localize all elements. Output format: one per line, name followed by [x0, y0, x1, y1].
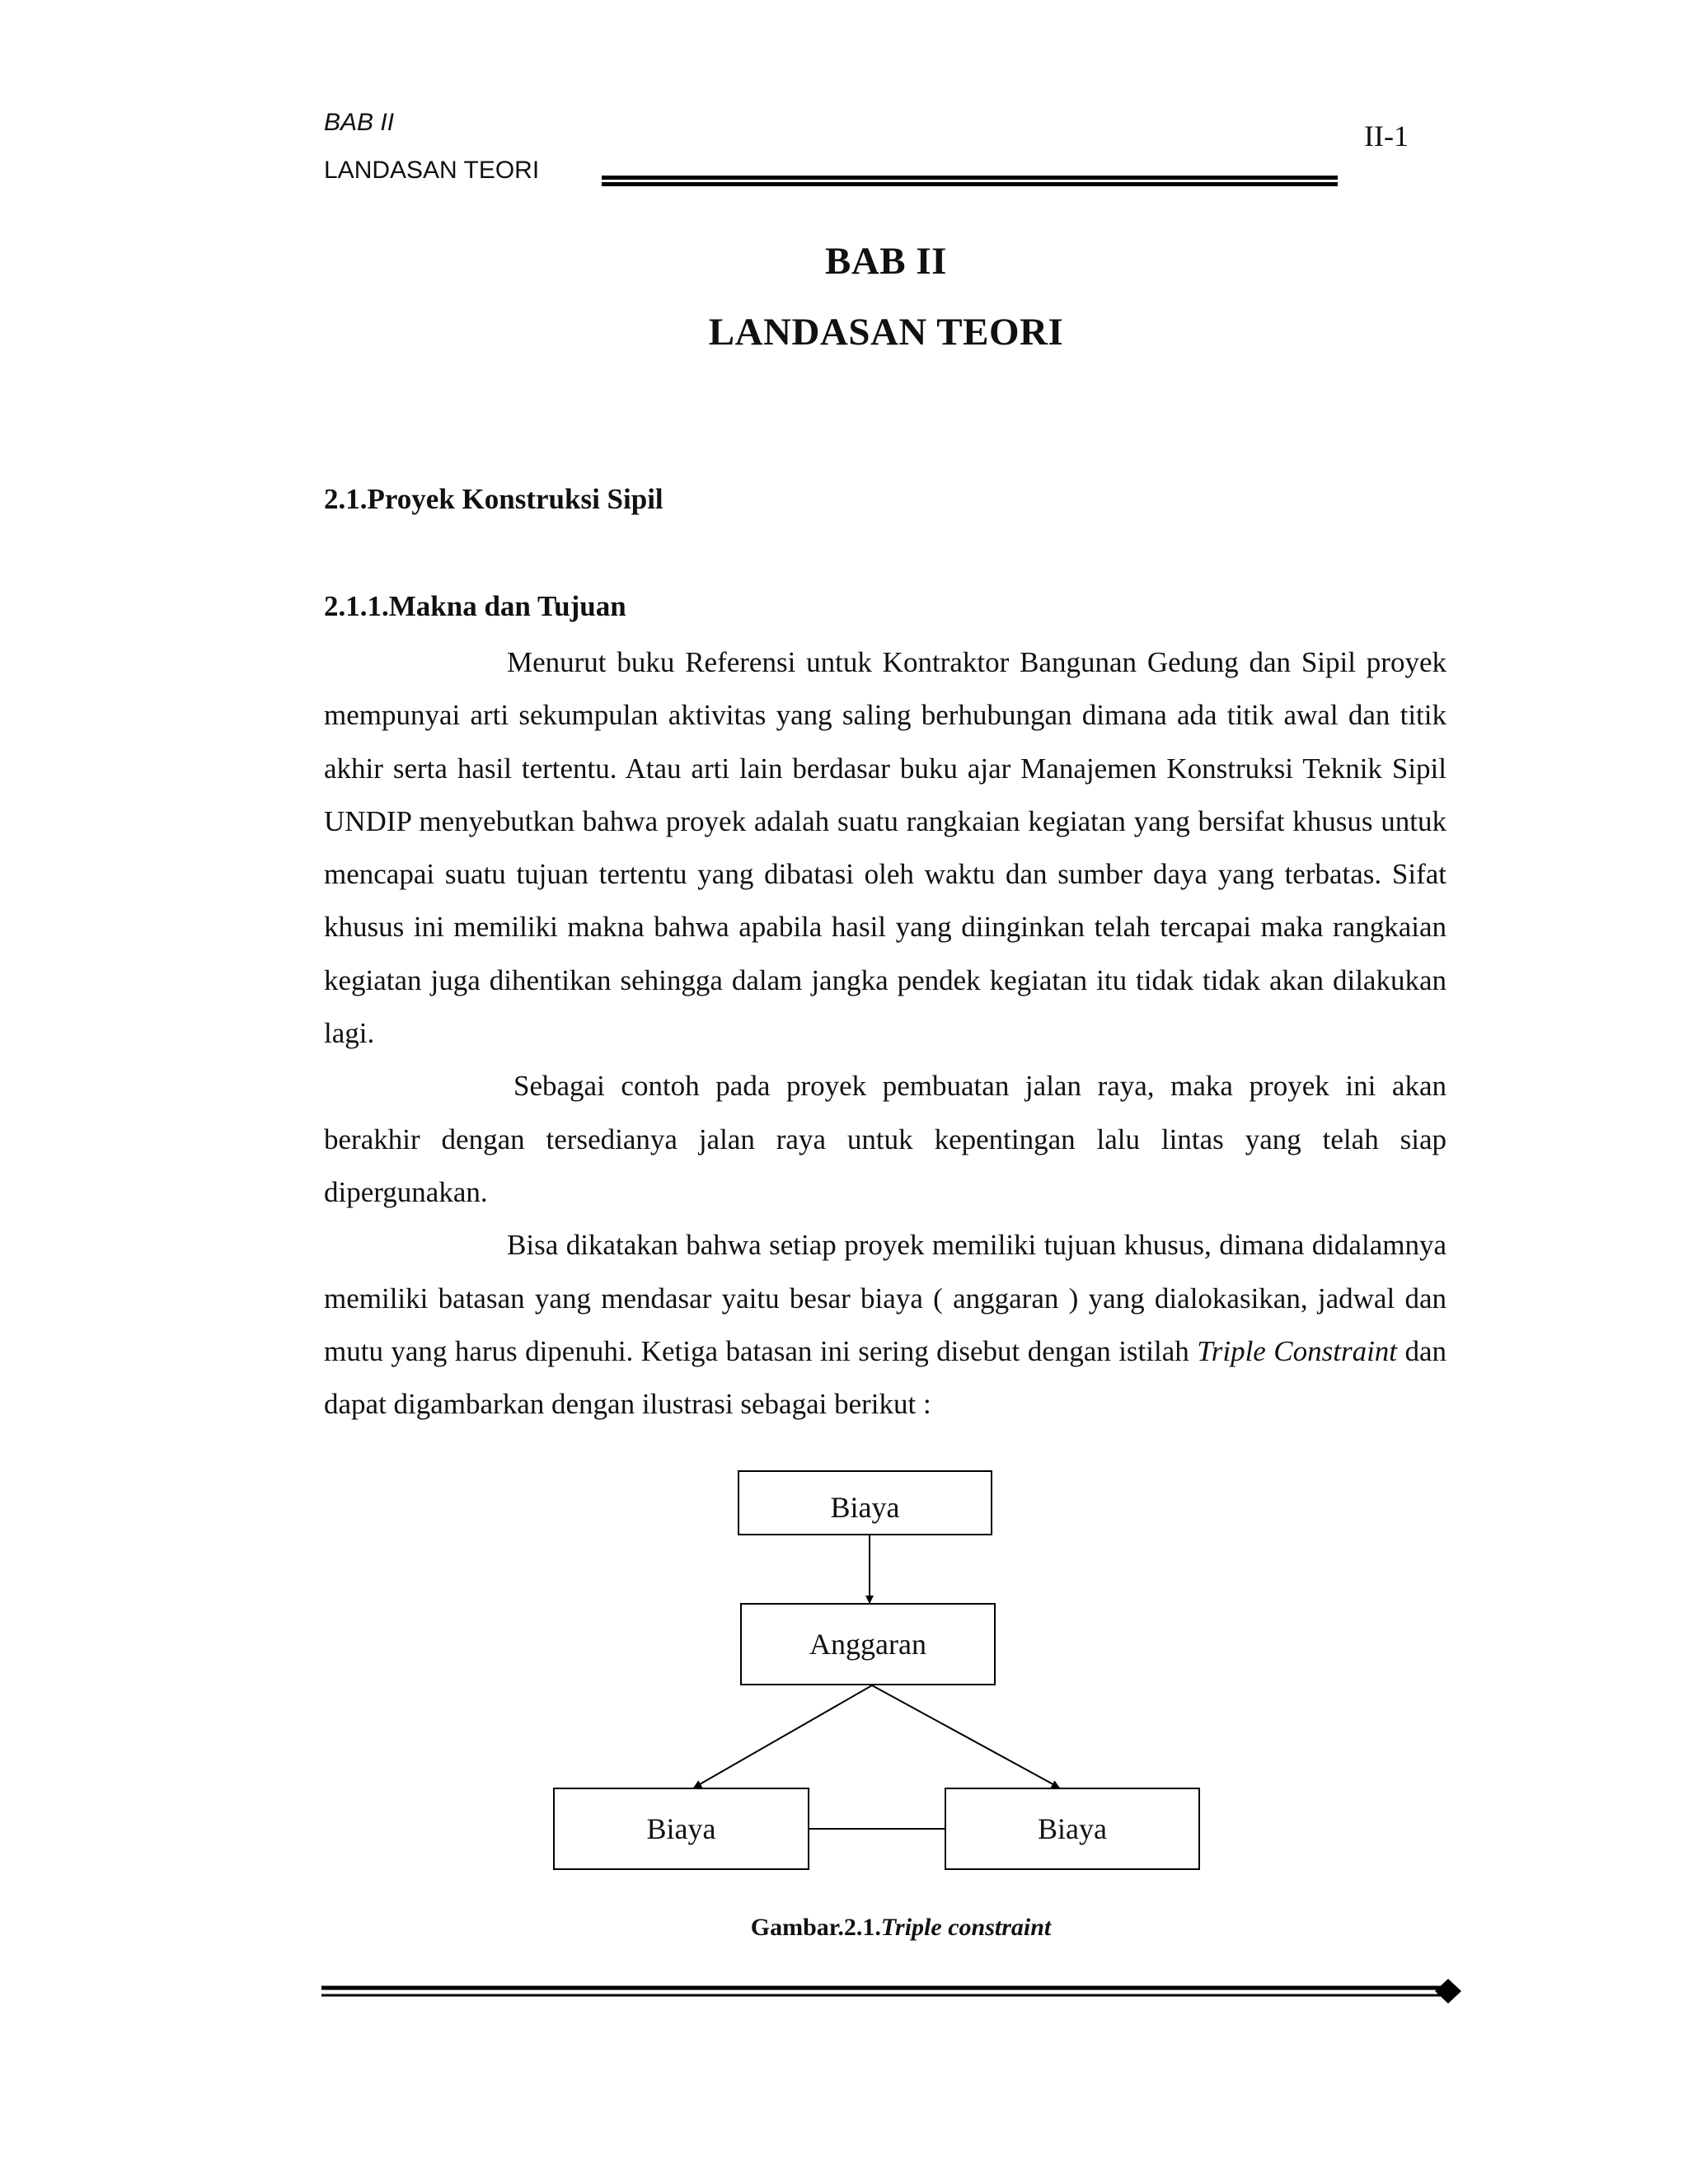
header-section: LANDASAN TEORI: [324, 157, 540, 184]
diagram-box-left: Biaya: [553, 1788, 809, 1870]
section-heading: 2.1.Proyek Konstruksi Sipil: [324, 483, 663, 515]
caption-title: Triple constraint: [880, 1914, 1052, 1941]
paragraph-3-text-end: dan dapat digambarkan dengan ilustrasi sebagai berikut :: [324, 1334, 1447, 1421]
diagram-box-middle: Anggaran: [740, 1603, 996, 1685]
footer-diamond: [1435, 1979, 1461, 2004]
header-chapter: BAB II: [324, 109, 395, 136]
diagram-box-top: Biaya: [738, 1470, 992, 1535]
paragraph-2: Sebagai contoh pada proyek pembuatan jalan raya, maka proyek ini akan berakhir dengan tersedianya jalan raya untuk kepentingan lalu lintas yang telah siap dipergunakan.: [324, 1070, 1447, 1208]
caption-prefix: Gambar.2.1.: [750, 1914, 881, 1941]
diagram-box-right: Biaya: [945, 1788, 1200, 1870]
arrow-middle-to-left: [694, 1685, 872, 1788]
chapter-number: BAB II: [825, 240, 947, 283]
subsection-heading: 2.1.1.Makna dan Tujuan: [324, 590, 626, 622]
paragraph-3-text-start: Bisa dikatakan bahwa setiap proyek memiliki tujuan khusus, dimana didalamnya memiliki batasan yang mendasar yaitu besar biaya ( anggaran ) yang dialokasikan, jadwal dan mutu yang harus dipenuhi. Ketiga batasan ini sering disebut dengan istilah: [324, 1229, 1447, 1367]
chapter-title: LANDASAN TEORI: [708, 311, 1064, 354]
paragraph-1: Menurut buku Referensi untuk Kontraktor Bangunan Gedung dan Sipil proyek mempunyai arti sekumpulan aktivitas yang saling berhubungan dimana ada titik awal dan titik akhir serta hasil tertentu. Atau arti lain berdasar buku ajar Manajemen Konstruksi Teknik Sipil UNDIP menyebutkan bahwa proyek adalah suatu rangkaian kegiatan yang bersifat khusus untuk mencapai suatu tujuan tertentu yang dibatasi oleh waktu dan sumber daya yang terbatas. Sifat khusus ini memiliki makna bahwa apabila hasil yang diinginkan telah tercapai maka rangkaian kegiatan juga dihentikan sehingga dalam jangka pendek kegiatan itu tidak tidak akan dilakukan lagi.: [324, 646, 1447, 1050]
figure-caption: [0, 1914, 1688, 1942]
arrow-middle-to-right: [872, 1685, 1059, 1788]
paragraph-3-term: Triple Constraint: [1197, 1334, 1398, 1367]
page-number: II-1: [1364, 120, 1409, 152]
